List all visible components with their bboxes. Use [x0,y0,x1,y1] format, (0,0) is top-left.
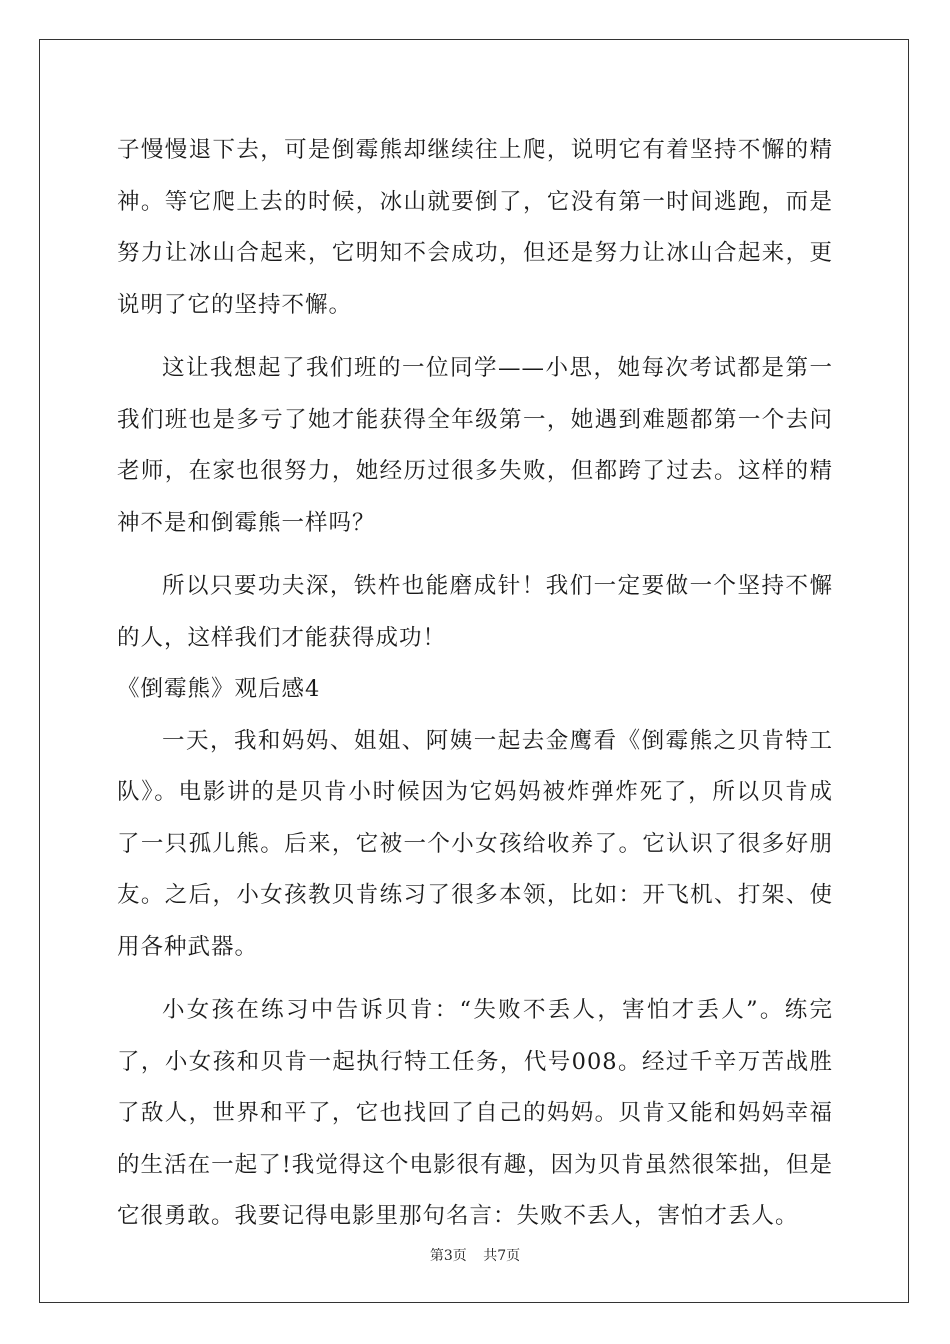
page-footer [0,1245,950,1265]
section-paragraph-2: 小女孩在练习中告诉贝肯：“失败不丢人，害怕才丢人”。练完了，小女孩和贝肯一起执行特工任务，代号008。经过千辛万苦战胜了敌人，世界和平了，它也找回了自己的妈妈。贝肯又能和妈妈幸福的生活在一起了!我觉得这个电影很有趣，因为贝肯虽然很笨拙，但是它很勇敢。我要记得电影里那句名言：失败不丢人，害怕才丢人。 [117,997,833,1229]
section-title: 《倒霉熊》观后感4 [117,676,321,702]
section-paragraph-1: 一天，我和妈妈、姐姐、阿姨一起去金鹰看《倒霉熊之贝肯特工队》。电影讲的是贝肯小时候因为它妈妈被炸弹炸死了，所以贝肯成了一只孤儿熊。后来，它被一个小女孩给收养了。它认识了很多好朋友。之后，小女孩教贝肯练习了很多本领，比如：开飞机、打架、使用各种武器。 [117,727,833,960]
paragraph-3: 所以只要功夫深，铁杵也能磨成针！我们一定要做一个坚持不懈的人，这样我们才能获得成功！ [117,573,833,651]
page-total: 共7页 [483,1248,521,1264]
paragraph-1: 子慢慢退下去，可是倒霉熊却继续往上爬，说明它有着坚持不懈的精神。等它爬上去的时候，冰山就要倒了，它没有第一时间逃跑，而是努力让冰山合起来，它明知不会成功，但还是努力让冰山合起来，更说明了它的坚持不懈。 [117,137,833,318]
document-body [117,125,833,1243]
page-number: 第3页 [429,1248,467,1264]
paragraph-2: 这让我想起了我们班的一位同学——小思，她每次考试都是第一我们班也是多亏了她才能获得全年级第一，她遇到难题都第一个去问老师，在家也很努力，她经历过很多失败，但都跨了过去。这样的精神不是和倒霉熊一样吗？ [117,355,833,536]
